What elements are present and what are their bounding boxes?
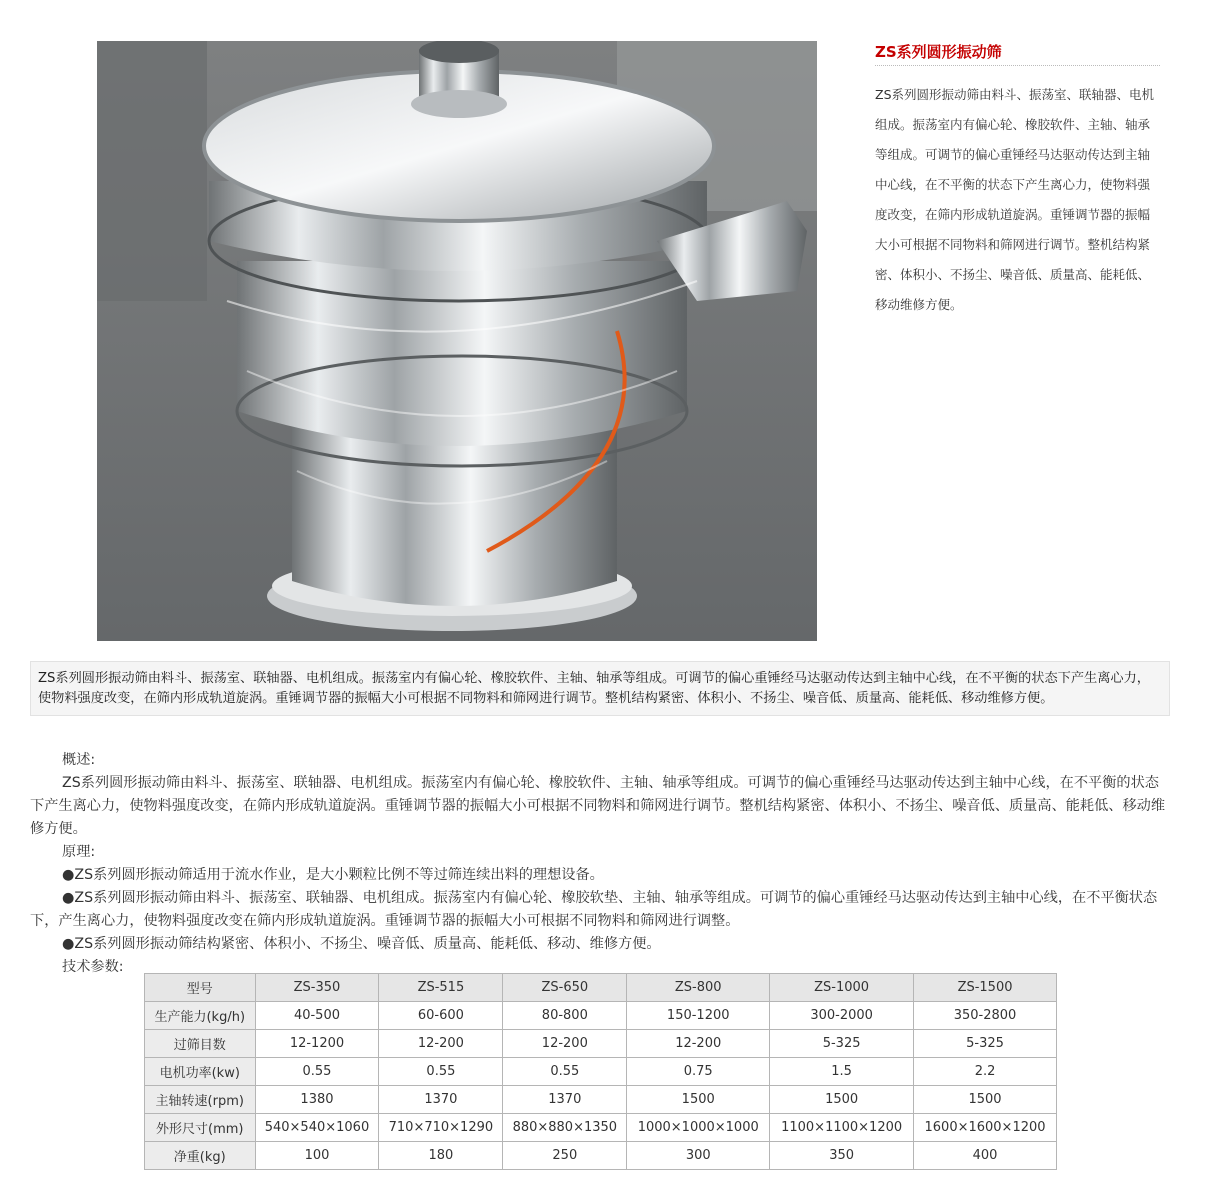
- vibrating-screen-illustration: [97, 41, 817, 641]
- table-header-row: [145, 974, 1057, 1002]
- article-body: [30, 749, 1170, 979]
- table-header-cell: ZS-800: [627, 974, 770, 1002]
- table-cell: 1.5: [770, 1058, 914, 1086]
- table-row: [145, 1114, 1057, 1142]
- product-description: ZS系列圆形振动筛由料斗、振荡室、联轴器、电机组成。振荡室内有偏心轮、橡胶软件、主轴、轴承等组成。可调节的偏心重锤经马达驱动传达到主轴中心线，在不平衡的状态下产生离心力，使物料强度改变，在筛内形成轨道旋涡。重锤调节器的振幅大小可根据不同物料和筛网进行调节。整机结构紧密、体积小、不扬尘、噪音低、质量高、能耗低、移动维修方便。: [875, 87, 1154, 312]
- table-header-cell: ZS-1500: [914, 974, 1057, 1002]
- table-cell: 300-2000: [770, 1002, 914, 1030]
- table-cell: 0.55: [379, 1058, 503, 1086]
- table-cell: 0.55: [255, 1058, 379, 1086]
- table-cell: 880×880×1350: [503, 1114, 627, 1142]
- table-cell: 1500: [627, 1086, 770, 1114]
- overview-heading: 概述:: [62, 752, 96, 768]
- row-label: 外形尺寸(mm): [145, 1114, 256, 1142]
- table-cell: 1370: [503, 1086, 627, 1114]
- table-row: [145, 1086, 1057, 1114]
- table-row: [145, 1142, 1057, 1170]
- row-label: 过筛目数: [145, 1030, 256, 1058]
- principle-heading: 原理:: [62, 844, 96, 860]
- row-label: 生产能力(kg/h): [145, 1002, 256, 1030]
- table-row: [145, 1002, 1057, 1030]
- table-cell: 400: [914, 1142, 1057, 1170]
- table-cell: 12-200: [503, 1030, 627, 1058]
- table-cell: 150-1200: [627, 1002, 770, 1030]
- table-cell: 0.75: [627, 1058, 770, 1086]
- table-header-cell: ZS-650: [503, 974, 627, 1002]
- table-cell: 1600×1600×1200: [914, 1114, 1057, 1142]
- table-cell: 5-325: [914, 1030, 1057, 1058]
- table-row: [145, 1030, 1057, 1058]
- table-cell: 1500: [914, 1086, 1057, 1114]
- summary-box: ZS系列圆形振动筛由料斗、振荡室、联轴器、电机组成。振荡室内有偏心轮、橡胶软件、主轴、轴承等组成。可调节的偏心重锤经马达驱动传达到主轴中心线，在不平衡的状态下产生离心力，使物料强度改变，在筛内形成轨道旋涡。重锤调节器的振幅大小可根据不同物料和筛网进行调节。整机结构紧密、体积小、不扬尘、噪音低、质量高、能耗低、移动维修方便。: [30, 661, 1170, 716]
- table-cell: 350-2800: [914, 1002, 1057, 1030]
- table-cell: 1000×1000×1000: [627, 1114, 770, 1142]
- row-label: 电机功率(kw): [145, 1058, 256, 1086]
- table-cell: 1500: [770, 1086, 914, 1114]
- table-cell: 2.2: [914, 1058, 1057, 1086]
- table-cell: 40-500: [255, 1002, 379, 1030]
- table-cell: 5-325: [770, 1030, 914, 1058]
- table-cell: 250: [503, 1142, 627, 1170]
- row-label: 净重(kg): [145, 1142, 256, 1170]
- table-cell: 60-600: [379, 1002, 503, 1030]
- principle-item-3: ●ZS系列圆形振动筛结构紧密、体积小、不扬尘、噪音低、质量高、能耗低、移动、维修方便。: [62, 936, 661, 952]
- table-header-cell: 型号: [145, 974, 256, 1002]
- table-cell: 1380: [255, 1086, 379, 1114]
- principle-item-1: ●ZS系列圆形振动筛适用于流水作业，是大小颗粒比例不等过筛连续出料的理想设备。: [62, 867, 604, 883]
- row-label: 主轴转速(rpm): [145, 1086, 256, 1114]
- overview-text: ZS系列圆形振动筛由料斗、振荡室、联轴器、电机组成。振荡室内有偏心轮、橡胶软件、主轴、轴承等组成。可调节的偏心重锤经马达驱动传达到主轴中心线，在不平衡的状态下产生离心力，使物料强度改变，在筛内形成轨道旋涡。重锤调节器的振幅大小可根据不同物料和筛网进行调节。整机结构紧密、体积小、不扬尘、噪音低、质量高、能耗低、移动维修方便。: [30, 775, 1166, 837]
- table-cell: 1370: [379, 1086, 503, 1114]
- principle-item-2: ●ZS系列圆形振动筛由料斗、振荡室、联轴器、电机组成。振荡室内有偏心轮、橡胶软垫、主轴、轴承等组成。可调节的偏心重锤经马达驱动传达到主轴中心线，在不平衡状态下，产生离心力，使物料强度改变在筛内形成轨道旋涡。重锤调节器的振幅大小可根据不同物料和筛网进行调整。: [30, 890, 1158, 929]
- table-cell: 540×540×1060: [255, 1114, 379, 1142]
- spec-table: [144, 973, 1057, 1170]
- specs-heading: 技术参数:: [62, 959, 124, 975]
- table-cell: 80-800: [503, 1002, 627, 1030]
- table-row: [145, 1058, 1057, 1086]
- product-info-panel: [875, 41, 1160, 320]
- table-cell: 180: [379, 1142, 503, 1170]
- product-title: ZS系列圆形振动筛: [875, 41, 1160, 66]
- table-cell: 12-1200: [255, 1030, 379, 1058]
- table-header-cell: ZS-350: [255, 974, 379, 1002]
- table-cell: 0.55: [503, 1058, 627, 1086]
- table-cell: 1100×1100×1200: [770, 1114, 914, 1142]
- table-cell: 710×710×1290: [379, 1114, 503, 1142]
- table-cell: 12-200: [379, 1030, 503, 1058]
- table-cell: 12-200: [627, 1030, 770, 1058]
- table-header-cell: ZS-515: [379, 974, 503, 1002]
- table-header-cell: ZS-1000: [770, 974, 914, 1002]
- table-cell: 300: [627, 1142, 770, 1170]
- table-cell: 350: [770, 1142, 914, 1170]
- product-photo: [97, 41, 817, 641]
- table-cell: 100: [255, 1142, 379, 1170]
